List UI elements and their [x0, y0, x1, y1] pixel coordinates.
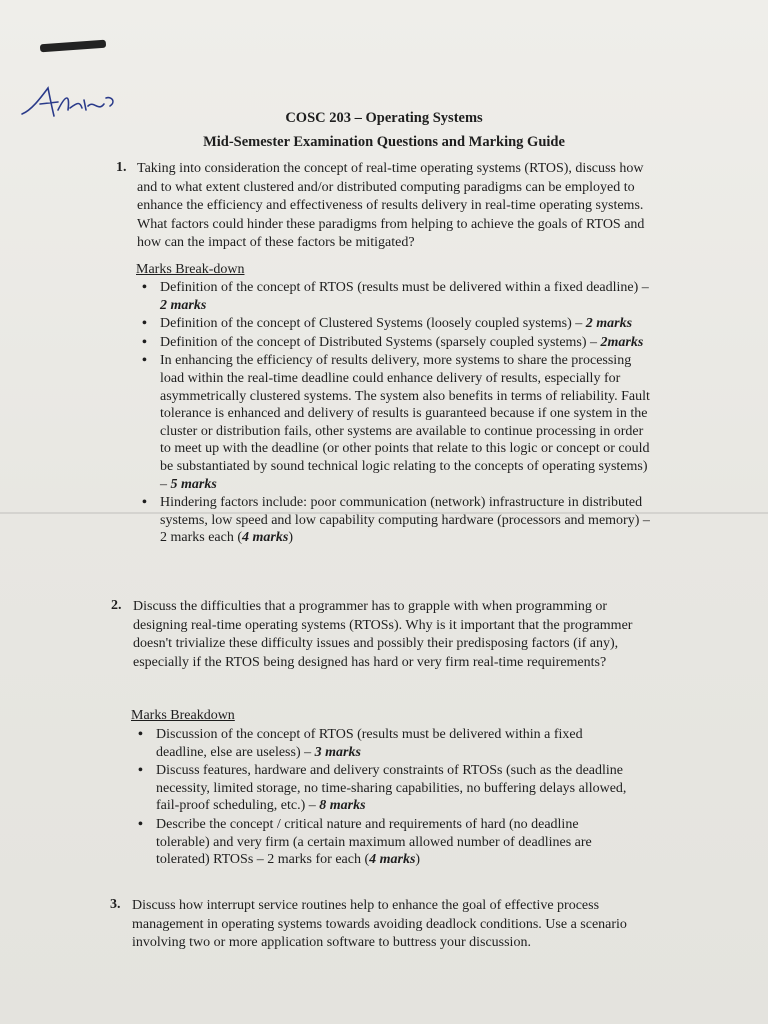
question-3-text: Discuss how interrupt service routines help to enhance the goal of effective process management in operating systems towards avoiding deadlock conditions. Use a scenario involving two or more application software to buttress your discussion. [132, 898, 627, 950]
question-2-text: Discuss the difficulties that a programmer has to grapple with when programming or designing real-time operating systems (RTOSs). Why is it important that the programmer doesn't trivialize these difficulty issues and possibly their predisposing factors (if any), especially if the RTOS being designed has hard or very firm real-time requirements? [133, 599, 633, 670]
list-item: • Definition of the concept of Distributed Systems (sparsely coupled systems) – 2marks [138, 334, 654, 352]
list-item: • In enhancing the efficiency of results delivery, more systems to share the processing load within the real-time deadline could enhance delivery of results, especially for asymmetrically clustered systems. The system also benefits in terms of reliability. Fault tolerance is enhanced and delivery of results is guaranteed because if one system in the cluster or distribution fails, other systems are available to continue processing in order to meet up with the deadline (or other points that relate to this logic or concept or could be substantiated by sound technical logic relating to the concepts of operating systems) – 5 marks [138, 352, 654, 493]
question-3-number: 3. [110, 897, 121, 912]
list-item: • Definition of the concept of RTOS (results must be delivered within a fixed deadline) – 2 marks [138, 279, 654, 314]
question-1-text: Taking into consideration the concept of real-time operating systems (RTOS), discuss how and to what extent clustered and/or distributed computing paradigms can be employed to enhance the efficiency and effectiveness of results delivery in real-time operating systems. What factors could hinder these paradigms from helping to achieve the goals of RTOS and how can the impact of these factors be mitigated? [137, 161, 645, 250]
course-title: COSC 203 – Operating Systems [285, 110, 483, 126]
list-item: • Discuss features, hardware and delivery constraints of RTOSs (such as the deadline necessity, limited storage, no time-sharing capabilities, no buffering delays allowed, fail-proof scheduling, etc.) – 8 marks [134, 762, 632, 815]
question-2-marks-list [134, 726, 632, 870]
exam-title: Mid-Semester Examination Questions and Marking Guide [203, 134, 565, 150]
list-item: • Discussion of the concept of RTOS (results must be delivered within a fixed deadline, else are useless) – 3 marks [134, 726, 632, 761]
question-2-number: 2. [111, 598, 122, 613]
question-2-breakdown-heading: Marks Breakdown [131, 708, 235, 723]
question-1-number: 1. [116, 160, 127, 175]
list-item: • Describe the concept / critical nature and requirements of hard (no deadline tolerable) and very firm (a certain maximum allowed number of deadlines are tolerated) RTOSs – 2 marks for each (4 marks) [134, 816, 632, 869]
list-item: • Definition of the concept of Clustered Systems (loosely coupled systems) – 2 marks [138, 315, 654, 333]
question-1-breakdown-heading: Marks Break-down [136, 262, 245, 277]
ink-scribble [40, 40, 106, 53]
list-item: • Hindering factors include: poor communication (network) infrastructure in distributed systems, low speed and low capability computing hardware (processors and memory) – 2 marks each (4 marks) [138, 494, 654, 547]
question-1-marks-list [138, 279, 654, 548]
